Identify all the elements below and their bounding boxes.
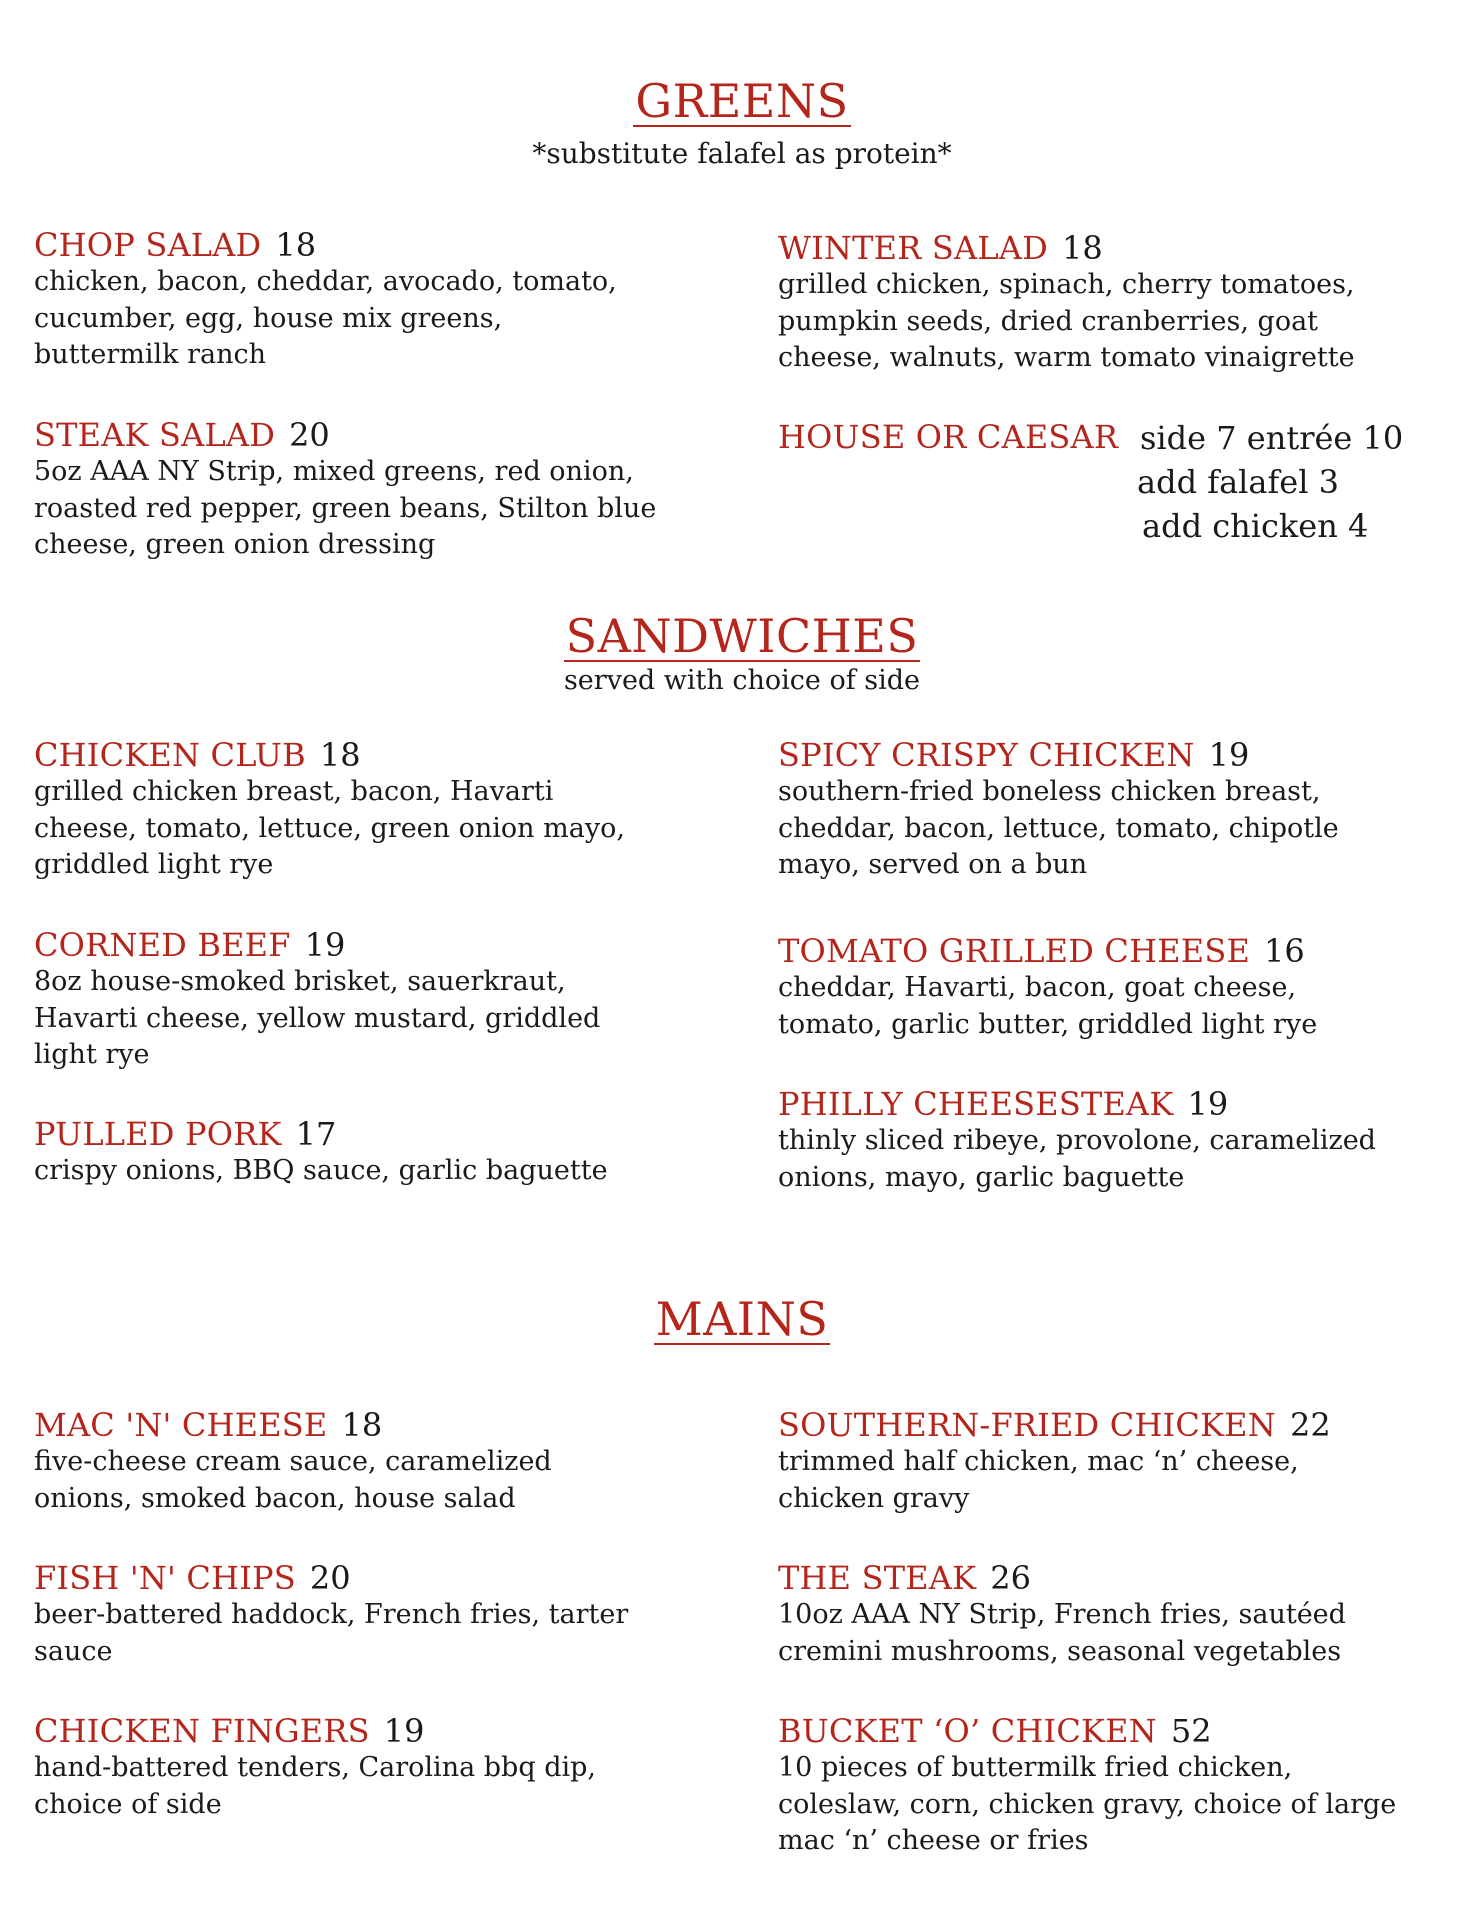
item-price: 19: [1187, 1085, 1229, 1123]
item-name: BUCKET ‘O’ CHICKEN: [778, 1712, 1157, 1750]
mains-heading: [0, 1292, 1484, 1346]
caesar-add-falafel: add falafel 3: [1137, 463, 1339, 501]
item-name: CORNED BEEF: [34, 926, 291, 964]
caesar-add-chicken: add chicken 4: [1142, 507, 1369, 545]
item-name: FISH 'N' CHIPS: [34, 1559, 296, 1597]
item-price: 19: [304, 926, 346, 964]
greens-heading: [0, 74, 1484, 128]
item-description: crispy onions, BBQ sauce, garlic baguette: [34, 1155, 608, 1186]
item-name: SOUTHERN-FRIED CHICKEN: [778, 1406, 1276, 1444]
mains-title: MAINS: [655, 1292, 829, 1346]
sandwiches-heading: [0, 609, 1484, 663]
item-price: 16: [1264, 932, 1305, 970]
menu-item-philly-cheesesteak: [778, 1085, 1478, 1196]
greens-subtitle: *substitute falafel as protein*: [532, 137, 952, 170]
item-name: CHICKEN CLUB: [34, 736, 306, 774]
menu-item-tomato-grilled-cheese: [778, 932, 1478, 1043]
item-description: chicken, bacon, cheddar, avocado, tomato, cucumber, egg, house mix greens, buttermilk ranch: [34, 266, 617, 370]
sandwiches-subtitle: served with choice of side: [563, 665, 921, 696]
caesar-price-line: side 7 entrée 10: [1140, 419, 1404, 457]
item-name: WINTER SALAD: [778, 229, 1048, 267]
menu-item-chop-salad: [34, 226, 734, 374]
item-description: thinly sliced ribeye, provolone, caramelized onions, mayo, garlic baguette: [778, 1125, 1376, 1193]
sandwiches-title: SANDWICHES: [565, 609, 919, 663]
item-price: 26: [990, 1559, 1031, 1597]
item-description: cheddar, Havarti, bacon, goat cheese, tomato, garlic butter, griddled light rye: [778, 972, 1318, 1040]
menu-item-chicken-club: [34, 736, 734, 884]
menu-item-mac-n-cheese: [34, 1406, 734, 1517]
item-description: beer-battered haddock, French fries, tarter sauce: [34, 1599, 629, 1667]
item-description: 10oz AAA NY Strip, French fries, sautéed cremini mushrooms, seasonal vegetables: [778, 1599, 1346, 1667]
item-description: southern-fried boneless chicken breast, cheddar, bacon, lettuce, tomato, chipotle mayo, served on a bun: [778, 776, 1339, 880]
item-price: 52: [1170, 1712, 1212, 1750]
item-price: 18: [1061, 229, 1103, 267]
item-price: 22: [1289, 1406, 1331, 1444]
item-name: THE STEAK: [778, 1559, 977, 1597]
item-price: 20: [309, 1559, 351, 1597]
menu-item-bucket-o-chicken: [778, 1712, 1478, 1860]
item-name: TOMATO GRILLED CHEESE: [778, 932, 1251, 970]
item-price: 19: [383, 1712, 425, 1750]
menu-item-winter-salad: [778, 229, 1478, 377]
menu-item-steak-salad: [34, 416, 734, 564]
item-name: HOUSE OR CAESAR: [778, 418, 1119, 456]
item-name: CHICKEN FINGERS: [34, 1712, 370, 1750]
item-price: 18: [275, 226, 317, 264]
item-description: 8oz house-smoked brisket, sauerkraut, Havarti cheese, yellow mustard, griddled light rye: [34, 966, 601, 1070]
item-name: MAC 'N' CHEESE: [34, 1406, 328, 1444]
item-name: SPICY CRISPY CHICKEN: [778, 736, 1195, 774]
menu-item-southern-fried-chicken: [778, 1406, 1478, 1517]
item-price: 18: [341, 1406, 383, 1444]
menu-item-chicken-fingers: [34, 1712, 734, 1823]
item-name: PHILLY CHEESESTEAK: [778, 1085, 1174, 1123]
item-description: grilled chicken breast, bacon, Havarti cheese, tomato, lettuce, green onion mayo, griddled light rye: [34, 776, 625, 880]
item-description: five-cheese cream sauce, caramelized onions, smoked bacon, house salad: [34, 1446, 552, 1514]
menu-item-spicy-crispy-chicken: [778, 736, 1478, 884]
item-name: STEAK SALAD: [34, 416, 276, 454]
item-price: 18: [319, 736, 361, 774]
item-description: 10 pieces of buttermilk fried chicken, coleslaw, corn, chicken gravy, choice of large mac ‘n’ cheese or fries: [778, 1752, 1397, 1856]
item-price: 19: [1208, 736, 1250, 774]
menu-item-corned-beef: [34, 926, 734, 1074]
item-price: 20: [289, 416, 330, 454]
greens-title: GREENS: [635, 74, 849, 128]
menu-item-pulled-pork: [34, 1115, 734, 1190]
menu-item-the-steak: [778, 1559, 1478, 1670]
item-name: PULLED PORK: [34, 1115, 282, 1153]
item-price: 17: [295, 1115, 337, 1153]
item-description: 5oz AAA NY Strip, mixed greens, red onion, roasted red pepper, green beans, Stilton blue cheese, green onion dressing: [34, 456, 657, 560]
menu-item-fish-n-chips: [34, 1559, 734, 1670]
item-name: CHOP SALAD: [34, 226, 262, 264]
item-description: grilled chicken, spinach, cherry tomatoes, pumpkin seeds, dried cranberries, goat cheese, walnuts, warm tomato vinaigrette: [778, 269, 1355, 373]
item-description: trimmed half chicken, mac ‘n’ cheese, chicken gravy: [778, 1446, 1299, 1514]
item-description: hand-battered tenders, Carolina bbq dip, choice of side: [34, 1752, 596, 1820]
